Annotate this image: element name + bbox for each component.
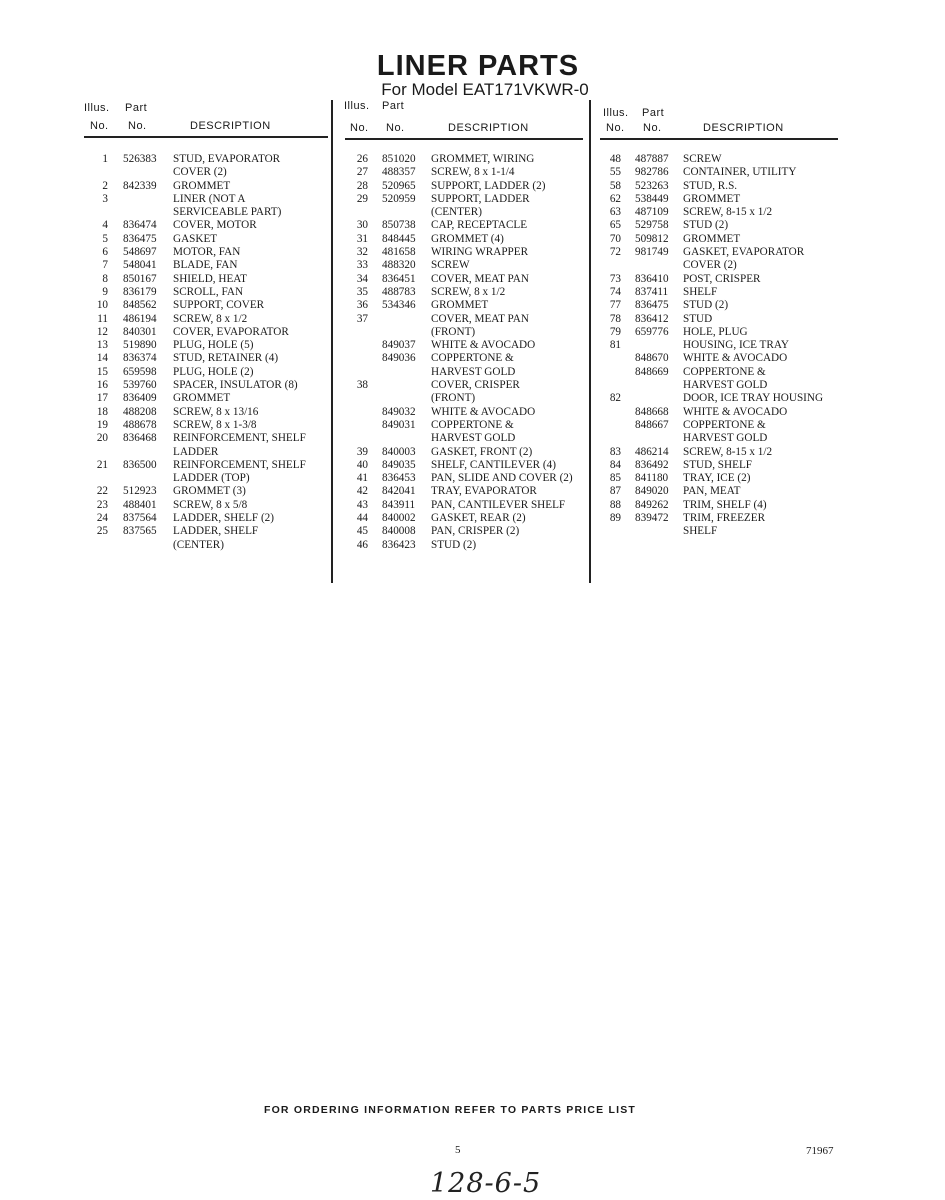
illus-number: 33	[356, 259, 368, 272]
part-description: HOLE, PLUG	[683, 325, 748, 338]
part-description: SHELF	[683, 285, 718, 298]
part-number: 848669	[635, 365, 669, 378]
column-divider	[331, 100, 333, 583]
header-rule	[84, 136, 328, 138]
part-number: 488320	[382, 259, 416, 272]
part-number: 836412	[635, 312, 669, 325]
part-number: 843911	[382, 498, 416, 511]
part-number: 849032	[382, 405, 416, 418]
part-description: DOOR, ICE TRAY HOUSING	[683, 392, 824, 405]
part-description: COVER (2)	[683, 259, 737, 272]
part-number: 539760	[123, 379, 157, 392]
header-illus: Illus.	[84, 102, 110, 114]
part-description: LADDER	[173, 445, 219, 458]
part-description: SCREW, 8 x 5/8	[173, 498, 248, 511]
part-description: STUD (2)	[683, 299, 729, 312]
part-description: GROMMET (4)	[431, 232, 504, 245]
part-number: 486194	[123, 312, 157, 325]
part-description: CONTAINER, UTILITY	[683, 166, 797, 179]
part-number: 848670	[635, 352, 669, 365]
illus-number: 5	[102, 232, 108, 245]
part-description: COVER, EVAPORATOR	[173, 325, 289, 338]
illus-number: 87	[609, 485, 621, 498]
illus-number: 78	[609, 312, 621, 325]
illus-number: 63	[609, 206, 621, 219]
part-number: 848445	[382, 232, 416, 245]
illus-number: 58	[609, 179, 621, 192]
illus-number: 6	[102, 246, 108, 259]
part-description: LINER (NOT A	[173, 192, 246, 205]
illus-number: 37	[356, 312, 368, 325]
part-number: 842041	[382, 485, 416, 498]
part-description: SCREW, 8 x 1-1/4	[431, 166, 515, 179]
part-description: LADDER (TOP)	[173, 472, 250, 485]
illus-number: 18	[96, 405, 108, 418]
part-number: 538449	[635, 192, 669, 205]
part-number: 487887	[635, 153, 669, 165]
part-description: PAN, SLIDE AND COVER (2)	[431, 472, 573, 485]
part-number: 840008	[382, 525, 416, 538]
illus-number: 73	[609, 272, 621, 285]
part-description: SCREW, 8 x 1/2	[431, 285, 506, 298]
part-description: COVER, CRISPER	[431, 379, 520, 392]
illus-number: 31	[356, 232, 368, 245]
illus-number: 38	[356, 379, 368, 392]
part-description: SCREW, 8 x 13/16	[173, 405, 259, 418]
part-number: 836374	[123, 352, 157, 365]
part-description: COPPERTONE &	[431, 418, 514, 431]
illus-number: 89	[609, 512, 621, 525]
part-description: (FRONT)	[431, 392, 476, 405]
part-description: PAN, CANTILEVER SHELF	[431, 498, 566, 511]
part-description: HARVEST GOLD	[431, 432, 516, 445]
part-description: COVER, MOTOR	[173, 219, 257, 232]
handwritten-note: 128-6-5	[430, 1168, 542, 1199]
part-number: 849036	[382, 352, 416, 365]
part-description: SCREW, 8-15 x 1/2	[683, 445, 773, 458]
part-number: 842339	[123, 179, 157, 192]
part-description: GROMMET, WIRING	[431, 153, 535, 165]
illus-number: 82	[609, 392, 621, 405]
illus-number: 55	[609, 166, 621, 179]
part-description: SPACER, INSULATOR (8)	[173, 379, 298, 392]
illus-number: 70	[609, 232, 621, 245]
part-number: 849031	[382, 418, 416, 431]
part-description: WHITE & AVOCADO	[431, 339, 536, 352]
part-description: COVER, MEAT PAN	[431, 272, 529, 285]
part-number: 548697	[123, 246, 157, 259]
part-number: 981749	[635, 246, 669, 259]
illus-number: 14	[96, 352, 108, 365]
part-number: 836475	[123, 232, 157, 245]
illus-number: 22	[96, 485, 108, 498]
part-description: PLUG, HOLE (5)	[173, 339, 254, 352]
header-description: DESCRIPTION	[448, 122, 529, 134]
illus-number: 11	[97, 312, 108, 325]
part-description: TRIM, SHELF (4)	[683, 498, 767, 511]
header-rule	[345, 138, 583, 140]
part-number: 488783	[382, 285, 416, 298]
part-number: 849035	[382, 458, 416, 471]
illus-number: 41	[356, 472, 368, 485]
header-illus-no: No.	[90, 120, 109, 132]
header-part-no: No.	[643, 122, 662, 134]
illus-number: 74	[609, 285, 621, 298]
illus-number: 72	[609, 246, 621, 259]
part-description: WHITE & AVOCADO	[683, 405, 788, 418]
part-description: LADDER, SHELF	[173, 525, 259, 538]
part-description: SCREW, 8 x 1/2	[173, 312, 248, 325]
part-number: 836453	[382, 472, 416, 485]
part-number: 529758	[635, 219, 669, 232]
part-number: 849262	[635, 498, 669, 511]
part-number: 523263	[635, 179, 669, 192]
part-description: GROMMET	[683, 232, 741, 245]
illus-number: 3	[102, 192, 108, 205]
part-description: REINFORCEMENT, SHELF	[173, 432, 306, 445]
illus-number: 36	[356, 299, 368, 312]
part-number: 486214	[635, 445, 669, 458]
header-part: Part	[382, 100, 405, 112]
part-description: HARVEST GOLD	[431, 365, 516, 378]
illus-number: 28	[356, 179, 368, 192]
part-description: GASKET, FRONT (2)	[431, 445, 533, 458]
header-illus: Illus.	[603, 107, 629, 119]
part-description: WIRING WRAPPER	[431, 246, 529, 259]
part-description: SCREW, 8 x 1-3/8	[173, 418, 257, 431]
illus-number: 20	[96, 432, 108, 445]
part-number: 519890	[123, 339, 157, 352]
illus-number: 32	[356, 246, 368, 259]
illus-number: 44	[356, 512, 368, 525]
part-number: 982786	[635, 166, 669, 179]
part-number: 851020	[382, 153, 416, 165]
part-number: 836475	[635, 299, 669, 312]
part-description: SERVICEABLE PART)	[173, 206, 282, 219]
part-description: SCREW	[683, 153, 722, 165]
part-number: 840301	[123, 325, 157, 338]
part-description: LADDER, SHELF (2)	[173, 512, 274, 525]
part-description: SUPPORT, LADDER (2)	[431, 179, 546, 192]
illus-number: 35	[356, 285, 368, 298]
part-number: 839472	[635, 512, 669, 525]
header-rule	[600, 138, 838, 140]
illus-number: 62	[609, 192, 621, 205]
part-number: 849037	[382, 339, 416, 352]
part-description: SCROLL, FAN	[173, 285, 244, 298]
illus-number: 23	[96, 498, 108, 511]
illus-number: 24	[96, 512, 108, 525]
illus-number: 1	[102, 153, 108, 165]
header-description: DESCRIPTION	[190, 120, 271, 132]
part-description: TRAY, EVAPORATOR	[431, 485, 537, 498]
part-description: SHIELD, HEAT	[173, 272, 247, 285]
part-description: PAN, MEAT	[683, 485, 741, 498]
illus-number: 45	[356, 525, 368, 538]
illus-number: 12	[96, 325, 108, 338]
part-description: SUPPORT, LADDER	[431, 192, 530, 205]
page-number: 5	[455, 1144, 461, 1156]
part-description: GASKET, EVAPORATOR	[683, 246, 805, 259]
header-illus: Illus.	[344, 100, 370, 112]
part-number: 488357	[382, 166, 416, 179]
part-number: 848667	[635, 418, 669, 431]
part-description: GROMMET	[431, 299, 489, 312]
illus-number: 16	[96, 379, 108, 392]
part-number: 509812	[635, 232, 669, 245]
part-description: WHITE & AVOCADO	[431, 405, 536, 418]
part-number: 837564	[123, 512, 157, 525]
part-description: (FRONT)	[431, 325, 476, 338]
part-number: 512923	[123, 485, 157, 498]
illus-number: 34	[356, 272, 368, 285]
part-number: 849020	[635, 485, 669, 498]
illus-number: 29	[356, 192, 368, 205]
illus-number: 27	[356, 166, 368, 179]
part-number: 487109	[635, 206, 669, 219]
part-number: 841180	[635, 472, 669, 485]
part-description: (CENTER)	[173, 538, 224, 551]
part-number: 520965	[382, 179, 416, 192]
part-description: GROMMET	[173, 392, 231, 405]
part-number: 488401	[123, 498, 157, 511]
header-part-no: No.	[128, 120, 147, 132]
part-number: 659598	[123, 365, 157, 378]
part-number: 850738	[382, 219, 416, 232]
part-description: TRAY, ICE (2)	[683, 472, 751, 485]
illus-number: 26	[356, 153, 368, 165]
illus-number: 77	[609, 299, 621, 312]
part-number: 836500	[123, 458, 157, 471]
part-number: 534346	[382, 299, 416, 312]
part-description: POST, CRISPER	[683, 272, 761, 285]
part-description: HARVEST GOLD	[683, 379, 768, 392]
part-description: MOTOR, FAN	[173, 246, 241, 259]
part-description: GASKET, REAR (2)	[431, 512, 526, 525]
part-description: STUD (2)	[683, 219, 729, 232]
illus-number: 46	[356, 538, 368, 551]
illus-number: 79	[609, 325, 621, 338]
part-description: COPPERTONE &	[683, 365, 766, 378]
part-number: 848668	[635, 405, 669, 418]
illus-number: 40	[356, 458, 368, 471]
part-description: COVER (2)	[173, 166, 227, 179]
part-number: 520959	[382, 192, 416, 205]
header-description: DESCRIPTION	[703, 122, 784, 134]
illus-number: 65	[609, 219, 621, 232]
header-illus-no: No.	[606, 122, 625, 134]
part-number: 488678	[123, 418, 157, 431]
part-description: SCREW	[431, 259, 470, 272]
illus-number: 7	[102, 259, 108, 272]
part-number: 836451	[382, 272, 416, 285]
illus-number: 84	[609, 458, 621, 471]
illus-number: 85	[609, 472, 621, 485]
part-number: 840002	[382, 512, 416, 525]
column-divider	[589, 100, 591, 583]
illus-number: 48	[609, 153, 621, 165]
part-description: PLUG, HOLE (2)	[173, 365, 254, 378]
illus-number: 19	[96, 418, 108, 431]
part-number: 836423	[382, 538, 416, 551]
illus-number: 25	[96, 525, 108, 538]
illus-number: 43	[356, 498, 368, 511]
part-description: PAN, CRISPER (2)	[431, 525, 520, 538]
page-title: LINER PARTS	[376, 50, 580, 82]
part-description: STUD, EVAPORATOR	[173, 153, 281, 165]
part-description: GROMMET	[683, 192, 741, 205]
part-description: (CENTER)	[431, 206, 482, 219]
part-description: BLADE, FAN	[173, 259, 238, 272]
part-number: 836179	[123, 285, 157, 298]
part-description: SUPPORT, COVER	[173, 299, 265, 312]
part-number: 837411	[635, 285, 669, 298]
part-number: 659776	[635, 325, 669, 338]
illus-number: 39	[356, 445, 368, 458]
model-subtitle: For Model EAT171VKWR-0	[381, 80, 589, 99]
illus-number: 8	[102, 272, 108, 285]
part-description: HOUSING, ICE TRAY	[683, 339, 789, 352]
header-part: Part	[642, 107, 665, 119]
illus-number: 10	[96, 299, 108, 312]
header-part-no: No.	[386, 122, 405, 134]
illus-number: 42	[356, 485, 368, 498]
part-description: CAP, RECEPTACLE	[431, 219, 528, 232]
part-number: 837565	[123, 525, 157, 538]
illus-number: 15	[96, 365, 108, 378]
part-number: 836410	[635, 272, 669, 285]
part-number: 836468	[123, 432, 157, 445]
part-description: STUD	[683, 312, 713, 325]
header-part: Part	[125, 102, 148, 114]
part-number: 488208	[123, 405, 157, 418]
part-description: GASKET	[173, 232, 218, 245]
part-description: STUD (2)	[431, 538, 477, 551]
illus-number: 17	[96, 392, 108, 405]
illus-number: 88	[609, 498, 621, 511]
illus-number: 21	[96, 458, 108, 471]
header-illus-no: No.	[350, 122, 369, 134]
part-description: STUD, RETAINER (4)	[173, 352, 279, 365]
part-description: TRIM, FREEZER	[683, 512, 766, 525]
part-description: GROMMET (3)	[173, 485, 246, 498]
part-description: STUD, SHELF	[683, 458, 752, 471]
part-number: 836474	[123, 219, 157, 232]
illus-number: 2	[102, 179, 108, 192]
ordering-note: FOR ORDERING INFORMATION REFER TO PARTS PRICE LIST	[263, 1104, 637, 1116]
illus-number: 81	[609, 339, 621, 352]
part-description: COPPERTONE &	[683, 418, 766, 431]
part-number: 840003	[382, 445, 416, 458]
part-description: HARVEST GOLD	[683, 432, 768, 445]
part-description: WHITE & AVOCADO	[683, 352, 788, 365]
part-number: 836409	[123, 392, 157, 405]
part-description: SCREW, 8-15 x 1/2	[683, 206, 773, 219]
part-number: 526383	[123, 153, 157, 165]
part-description: REINFORCEMENT, SHELF	[173, 458, 306, 471]
part-description: GROMMET	[173, 179, 231, 192]
part-description: COPPERTONE &	[431, 352, 514, 365]
illus-number: 83	[609, 445, 621, 458]
document-code: 71967	[806, 1145, 834, 1157]
part-number: 481658	[382, 246, 416, 259]
part-number: 850167	[123, 272, 157, 285]
part-description: COVER, MEAT PAN	[431, 312, 529, 325]
part-number: 548041	[123, 259, 157, 272]
part-number: 836492	[635, 458, 669, 471]
part-number: 848562	[123, 299, 157, 312]
illus-number: 30	[356, 219, 368, 232]
part-description: SHELF, CANTILEVER (4)	[431, 458, 556, 471]
illus-number: 9	[102, 285, 108, 298]
part-description: STUD, R.S.	[683, 179, 738, 192]
part-description: SHELF	[683, 525, 718, 538]
illus-number: 4	[102, 219, 108, 232]
illus-number: 13	[96, 339, 108, 352]
